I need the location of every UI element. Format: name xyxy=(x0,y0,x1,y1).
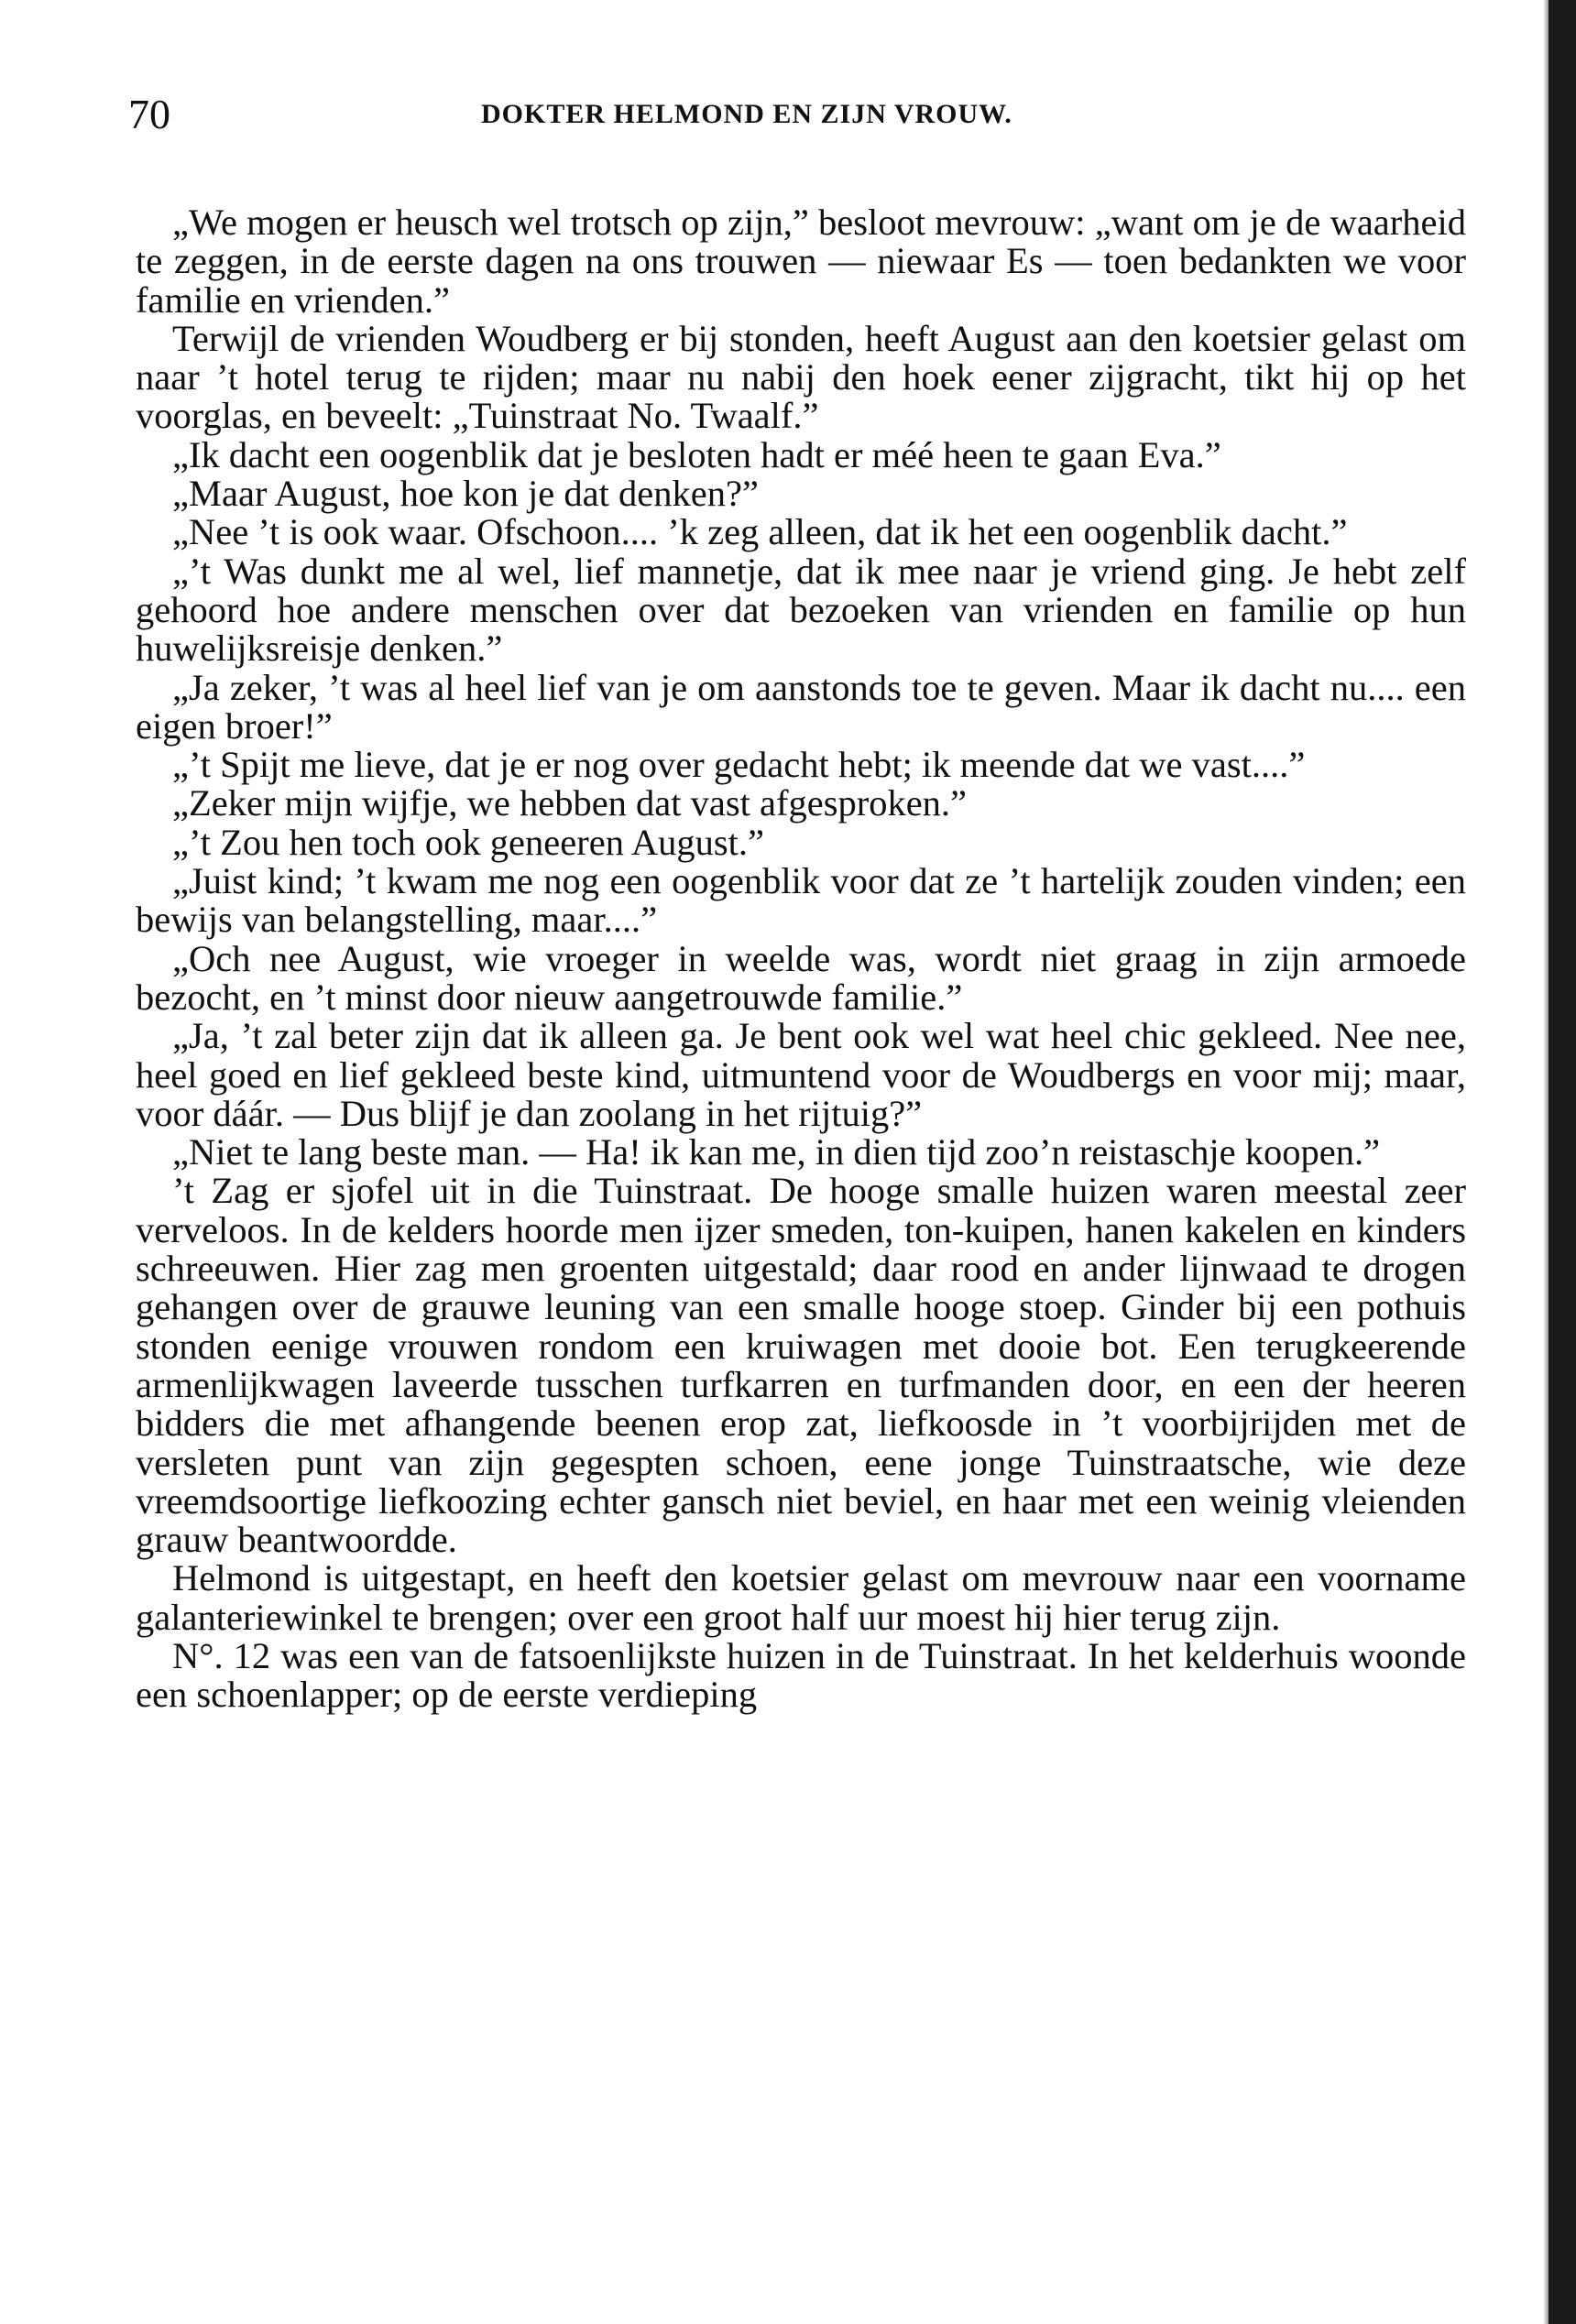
paragraph: Terwijl de vrienden Woudberg er bij stonden, heeft August aan den koetsier gelast om naar ’t hotel terug te rijden; maar nu nabij den hoek eener zijgracht, tikt hij op het voorglas, en beveelt: „Tuinstraat No. Twaalf.” xyxy=(136,317,1466,437)
paragraph: „Juist kind; ’t kwam me nog een oogenblik voor dat ze ’t hartelijk zouden vinden; een bewijs van belangstelling, maar....” xyxy=(136,860,1466,941)
paragraph: „Nee ’t is ook waar. Ofschoon.... ’k zeg alleen, dat ik het een oogenblik dacht.” xyxy=(172,511,1348,553)
paragraph: „’t Spijt me lieve, dat je er nog over gedacht hebt; ik meende dat we vast....” xyxy=(172,744,1306,786)
paragraph: „Ja zeker, ’t was al heel lief van je om aanstonds toe te geven. Maar ik dacht nu.... een eigen broer!” xyxy=(136,666,1466,747)
paragraph: „Maar August, hoe kon je dat denken?” xyxy=(172,473,759,515)
paragraph: „Niet te lang beste man. — Ha! ik kan me, in dien tijd zoo’n reistaschje koopen.” xyxy=(172,1131,1381,1173)
paragraph: „Ja, ’t zal beter zijn dat ik alleen ga. Je bent ook wel wat heel chic gekleed. Nee nee, heel goed en lief gekleed beste kind, uitmuntend voor de Woudbergs en voor mij; maar, voor dáár. — Dus blijf je dan zoolang in het rijtuig?” xyxy=(136,1015,1466,1134)
paragraph: N°. 12 was een van de fatsoenlijkste huizen in de Tuinstraat. In het kelderhuis woonde een schoenlapper; op de eerste verdieping xyxy=(136,1634,1466,1716)
paragraph: Helmond is uitgestapt, en heeft den koetsier gelast om mevrouw naar een voorname galanteriewinkel te brengen; over een groot half uur moest hij hier terug zijn. xyxy=(136,1557,1466,1638)
paragraph: „’t Was dunkt me al wel, lief mannetje, dat ik mee naar je vriend ging. Je hebt zelf gehoord hoe andere menschen over dat bezoeken van vrienden en familie op hun huwelijksreisje denken.” xyxy=(136,550,1466,670)
page-number: 70 xyxy=(128,91,170,137)
body-text xyxy=(136,203,1466,1715)
paragraph: „Zeker mijn wijfje, we hebben dat vast afgesproken.” xyxy=(172,782,968,824)
paragraph: ’t Zag er sjofel uit in die Tuinstraat. De hooge smalle huizen waren meestal zeer verveloos. In de kelders hoorde men ijzer smeden, ton-kuipen, hanen kakelen en kinders schreeuwen. Hier zag men groenten uitgestald; daar rood en ander lijnwaad te drogen gehangen over de grauwe leuning van een smalle hooge stoep. Ginder bij een pothuis stonden eenige vrouwen rondom een kruiwagen met dooie bot. Een terugkeerende armenlijkwagen laveerde tusschen turfkarren en turfmanden door, en een der heeren bidders die met afhangende beenen erop zat, liefkoosde in ’t voorbijrijden met de versleten punt van zijn gegespten schoen, eene jonge Tuinstraatsche, wie deze vreemdsoortige liefkoozing echter gansch niet beviel, en haar met een weinig vleienden grauw beantwoordde. xyxy=(136,1170,1466,1561)
paragraph: „’t Zou hen toch ook geneeren August.” xyxy=(172,821,764,863)
paragraph: „Ik dacht een oogenblik dat je besloten hadt er méé heen te gaan Eva.” xyxy=(172,433,1221,475)
page-edge-shadow xyxy=(1549,0,1576,2324)
running-title: DOKTER HELMOND EN ZIJN VROUW. xyxy=(481,99,1012,129)
paragraph: „Och nee August, wie vroeger in weelde was, wordt niet graag in zijn armoede bezocht, en ’t minst door nieuw aangetrouwde familie.” xyxy=(136,937,1466,1018)
paragraph: „We mogen er heusch wel trotsch op zijn,” besloot mevrouw: „want om je de waarheid te zeggen, in de eerste dagen na ons trouwen — niewaar Es — toen bedankten we voor familie en vrienden.” xyxy=(136,202,1466,321)
